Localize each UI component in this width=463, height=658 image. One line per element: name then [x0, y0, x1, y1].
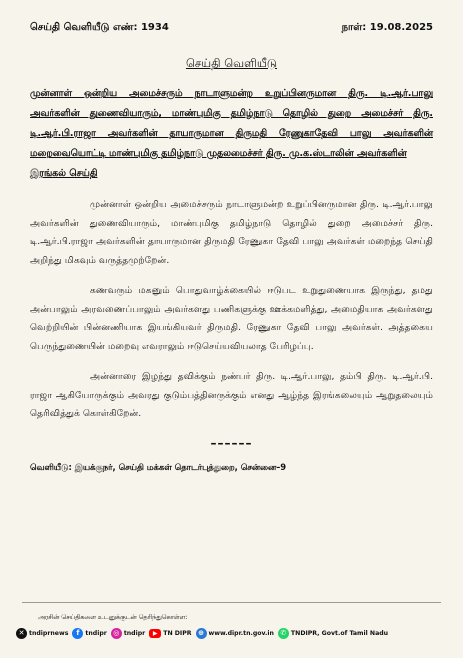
social-link-facebook[interactable] — [72, 628, 106, 639]
instagram-icon: ◎ — [111, 628, 122, 639]
release-date: நாள்: 19.08.2025 — [341, 22, 433, 33]
facebook-icon: f — [72, 628, 83, 639]
page-title: செய்தி வெளியீடு — [185, 56, 278, 70]
social-link-youtube[interactable] — [149, 629, 191, 638]
footer-divider — [22, 602, 441, 603]
social-link-whatsapp[interactable] — [278, 628, 388, 639]
body-paragraph-3: அன்னாரை இழந்து தவிக்கும் நண்பர் திரு. டி.ஆர்.பாலு, தம்பி திரு. டி.ஆர்.பி. ராஜா ஆகியோருக்கும் அவரது குடும்பத்தினருக்கும் எனது ஆழ்ந்த இரங்கலையும் ஆறுதலையும் தெரிவித்துக் கொள்கிறேன். — [30, 371, 433, 419]
youtube-icon: ▶ — [149, 629, 161, 638]
release-footer: வெளியீடு: இயக்குநர், செய்தி மக்கள் தொடர்புத்துறை, சென்னை–9 — [30, 461, 287, 472]
body-paragraph-1: முன்னாள் ஒன்றிய அமைச்சரும் நாடாளுமன்ற உறுப்பினருமான திரு. டி.ஆர்.பாலு அவர்களின் துணைவியாரும், மாண்புமிகு தமிழ்நாடு தொழில் துறை அமைச்சர் திரு. டி.ஆர்.பி.ராஜா அவர்களின் தாயாருமான திருமதி ரேணுகா தேவி பாலு அவர்கள் மறைந்த செய்தி அறிந்து மிகவும் வருத்தமுற்றேன். — [30, 199, 433, 266]
web-icon: ⊕ — [196, 628, 207, 639]
social-link-instagram[interactable] — [111, 628, 145, 639]
whatsapp-icon: ✆ — [278, 628, 289, 639]
release-number: செய்தி வெளியீடு எண்: 1934 — [30, 22, 169, 33]
social-label: tndipr — [123, 630, 146, 637]
follow-text: அரசின் செய்திகளை உடனுக்குடன் தெரிந்துகொள்ள: — [38, 614, 188, 621]
subject-text-end: இரங்கல் செய்தி — [30, 168, 98, 179]
social-label: tndipr — [85, 630, 107, 637]
social-label: www.dipr.tn.gov.in — [208, 630, 274, 637]
social-link-x[interactable] — [16, 628, 68, 639]
subject-line — [30, 84, 433, 184]
x-icon: ✕ — [16, 628, 27, 639]
social-link-website[interactable] — [196, 628, 274, 639]
social-bar — [16, 628, 392, 639]
social-label: TN DIPR — [163, 630, 192, 637]
header-line — [30, 0, 433, 34]
social-label: TNDIPR, Govt.of Tamil Nadu — [290, 630, 389, 637]
social-label: tndiprnews — [29, 630, 69, 637]
subject-text: முன்னாள் ஒன்றிய அமைச்சரும் நாடாளுமன்ற உறுப்பினருமான திரு. டி.ஆர்.பாலு அவர்களின் துணைவியாரும், மாண்புமிகு தமிழ்நாடு தொழில் துறை அமைச்சர் திரு. டி.ஆர்.பி.ராஜா அவர்களின் தாயாருமான திருமதி ரேணுகாதேவி பாலு அவர்களின் மறைவையொட்டி மாண்புமிகு தமிழ்நாடு முதலமைச்சர் திரு. மு.க.ஸ்டாலின் அவர்களின் — [30, 88, 433, 159]
body-paragraph-2: கணவரும் மகனும் பொதுவாழ்க்கையில் ஈடுபட உறுதுணையாக இருந்து, தமது அன்பாலும் அரவணைப்பாலும் அவர்களது பணிகளுக்கு ஊக்கமளித்து, அமைதியாக அவர்களது வெற்றியின் பின்னணியாக இயங்கியவர் திருமதி. ரேணுகா தேவி பாலு அவர்கள். அத்தகைய பெருந்துணையின் மறைவு எவராலும் ஈடுசெய்யவியலாத பேரிழப்பு. — [30, 285, 433, 352]
end-marker: –––––– — [210, 435, 253, 450]
